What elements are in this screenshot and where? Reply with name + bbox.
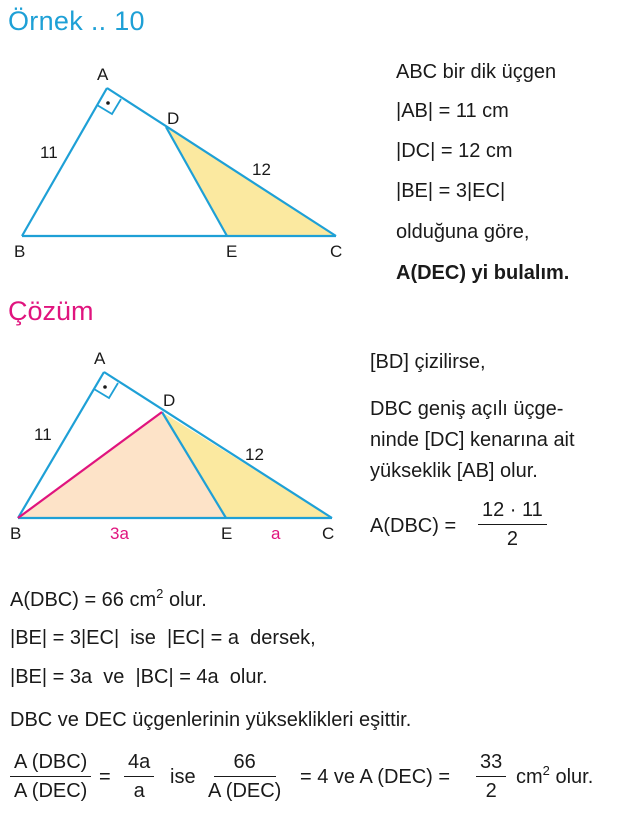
result-text: = 4 ve A (DEC) = bbox=[300, 766, 451, 788]
solution-line-3: |BE| = 3a ve |BC| = 4a olur. bbox=[10, 666, 268, 688]
label-b: B bbox=[14, 242, 26, 261]
result-denominator: 2 bbox=[485, 780, 497, 802]
label-dc-length: 12 bbox=[252, 160, 271, 179]
side-ab bbox=[22, 88, 107, 236]
ise-word: ise bbox=[170, 766, 196, 788]
solution-side-1: [BD] çizilirse, bbox=[370, 351, 486, 373]
label-e: E bbox=[221, 524, 233, 543]
solution-line-2: |BE| = 3|EC| ise |EC| = a dersek, bbox=[10, 627, 316, 649]
result-unit: $cm^2$ olur. bbox=[516, 763, 594, 788]
label-ec-length: a bbox=[271, 524, 281, 543]
label-a: A bbox=[94, 349, 106, 368]
solution-side-3: ninde [DC] kenarına ait bbox=[370, 429, 575, 451]
area-ratio-fraction bbox=[208, 750, 281, 803]
area-ratio-numerator: 66 bbox=[214, 750, 276, 777]
result-numerator: 33 bbox=[476, 750, 506, 777]
example-line-2: |AB| = 11 cm bbox=[396, 100, 509, 122]
equals-sign: = bbox=[99, 766, 111, 788]
label-d: D bbox=[163, 391, 176, 410]
solution-line-4: DBC ve DEC üçgenlerinin yükseklikleri eşittir. bbox=[10, 709, 412, 731]
label-c: C bbox=[330, 242, 343, 261]
example-line-4: |BE| = 3|EC| bbox=[396, 180, 506, 202]
label-a: A bbox=[97, 65, 109, 84]
area-ratio-denominator: A (DEC) bbox=[208, 780, 282, 802]
right-angle-dot bbox=[106, 101, 110, 105]
label-b: B bbox=[10, 524, 22, 543]
label-d: D bbox=[167, 109, 180, 128]
example-line-3: |DC| = 12 cm bbox=[396, 140, 513, 162]
label-dc-length: 12 bbox=[245, 445, 264, 464]
ratio-value-fraction bbox=[124, 750, 154, 803]
solution-line-1: A(DBC) = 66 $cm^2$ olur. bbox=[10, 586, 207, 611]
right-angle-dot bbox=[103, 385, 107, 389]
solution-triangle-figure bbox=[0, 340, 360, 550]
solution-side-2: DBC geniş açılı üçge- bbox=[370, 398, 564, 420]
solution-title: Çözüm bbox=[8, 296, 94, 326]
ratio-value-numerator: 4a bbox=[124, 750, 154, 777]
ratio-value-denominator: a bbox=[133, 780, 145, 802]
area-dbc-label: A(DBC) = bbox=[370, 515, 457, 537]
example-triangle-figure bbox=[0, 60, 380, 270]
ratio-fraction bbox=[10, 750, 91, 803]
result-fraction bbox=[476, 750, 506, 803]
label-ab-length: 11 bbox=[40, 143, 58, 162]
example-title: Örnek .. 10 bbox=[8, 6, 145, 36]
label-ab-length: 11 bbox=[34, 425, 52, 444]
right-angle-mark bbox=[94, 383, 118, 398]
label-c: C bbox=[322, 524, 335, 543]
example-question: A(DEC) yi bulalım. bbox=[396, 262, 570, 284]
area-dbc-numerator: 12 · 11 bbox=[478, 498, 547, 525]
area-dbc-fraction bbox=[478, 498, 547, 551]
ratio-denominator: A (DEC) bbox=[14, 780, 88, 802]
label-be-length: 3a bbox=[110, 524, 129, 543]
area-dbc-denominator: 2 bbox=[506, 528, 518, 550]
example-line-1: ABC bir dik üçgen bbox=[396, 61, 557, 83]
solution-side-4: yükseklik [AB] olur. bbox=[370, 460, 538, 482]
ratio-numerator: A (DBC) bbox=[10, 750, 91, 777]
label-e: E bbox=[226, 242, 238, 261]
example-line-5: olduğuna göre, bbox=[396, 221, 530, 243]
